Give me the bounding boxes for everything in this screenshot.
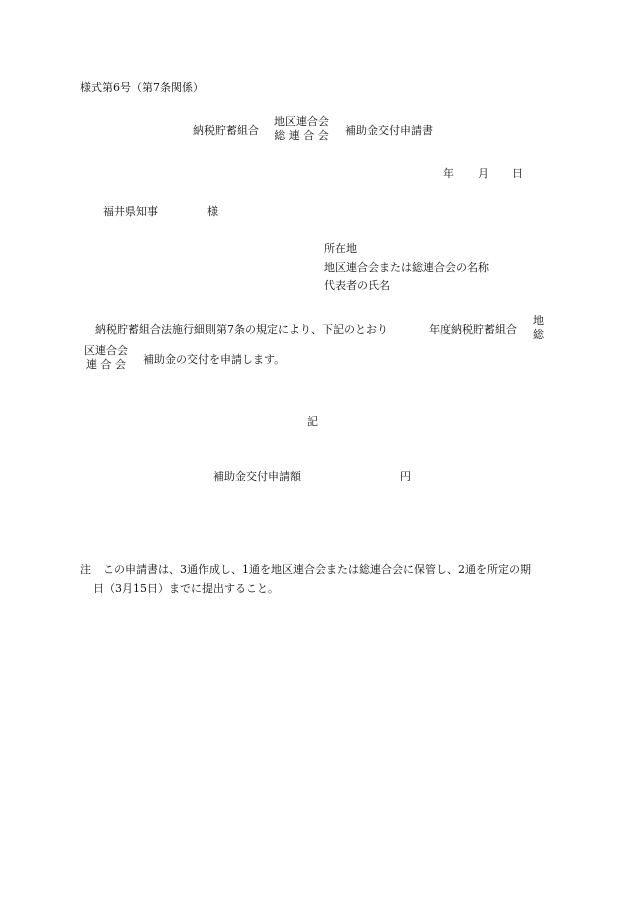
title-suffix: 補助金交付申請書 — [345, 124, 433, 137]
date-year: 年 — [443, 167, 454, 180]
applicant-org-name-label: 地区連合会または総連合会の名称 — [324, 261, 489, 274]
amount-unit: 円 — [400, 470, 411, 483]
title-prefix: 納税貯蓄組合 — [193, 124, 259, 137]
date-day: 日 — [512, 167, 523, 180]
body-fiscal-year: 年度納税貯蓄組合 — [429, 323, 517, 336]
addressee-name: 福井県知事 — [103, 205, 158, 218]
stack-right-bottom: 総 — [533, 328, 544, 342]
title-option-general: 総 連 合 会 — [274, 129, 329, 143]
body-line2-tail: 補助金の交付を申請します。 — [143, 353, 286, 366]
addressee-honorific: 様 — [207, 205, 218, 218]
ki-mark: 記 — [307, 415, 318, 428]
stack-left-bottom: 連 合 会 — [86, 358, 126, 372]
amount-label: 補助金交付申請額 — [213, 470, 301, 483]
body-stack-left — [84, 344, 128, 373]
date-month: 月 — [478, 167, 489, 180]
note-text-line1: この申請書は、3通作成し、1通を地区連合会または総連合会に保管し、2通を所定の期 — [103, 563, 531, 576]
applicant-rep-name-label: 代表者の氏名 — [324, 279, 390, 292]
title-options — [274, 115, 329, 144]
title-option-district: 地区連合会 — [274, 115, 329, 128]
stack-right-top: 地 — [533, 314, 544, 327]
body-stack-right — [533, 314, 544, 343]
stack-left-top: 区連合会 — [84, 344, 128, 357]
body-line1: 納税貯蓄組合法施行細則第7条の規定により、下記のとおり — [95, 323, 388, 336]
applicant-location-label: 所在地 — [324, 242, 357, 255]
note-mark: 注 — [80, 563, 91, 576]
form-number: 様式第6号（第7条関係） — [80, 81, 204, 94]
note-text-line2: 日（3月15日）までに提出すること。 — [93, 582, 279, 595]
